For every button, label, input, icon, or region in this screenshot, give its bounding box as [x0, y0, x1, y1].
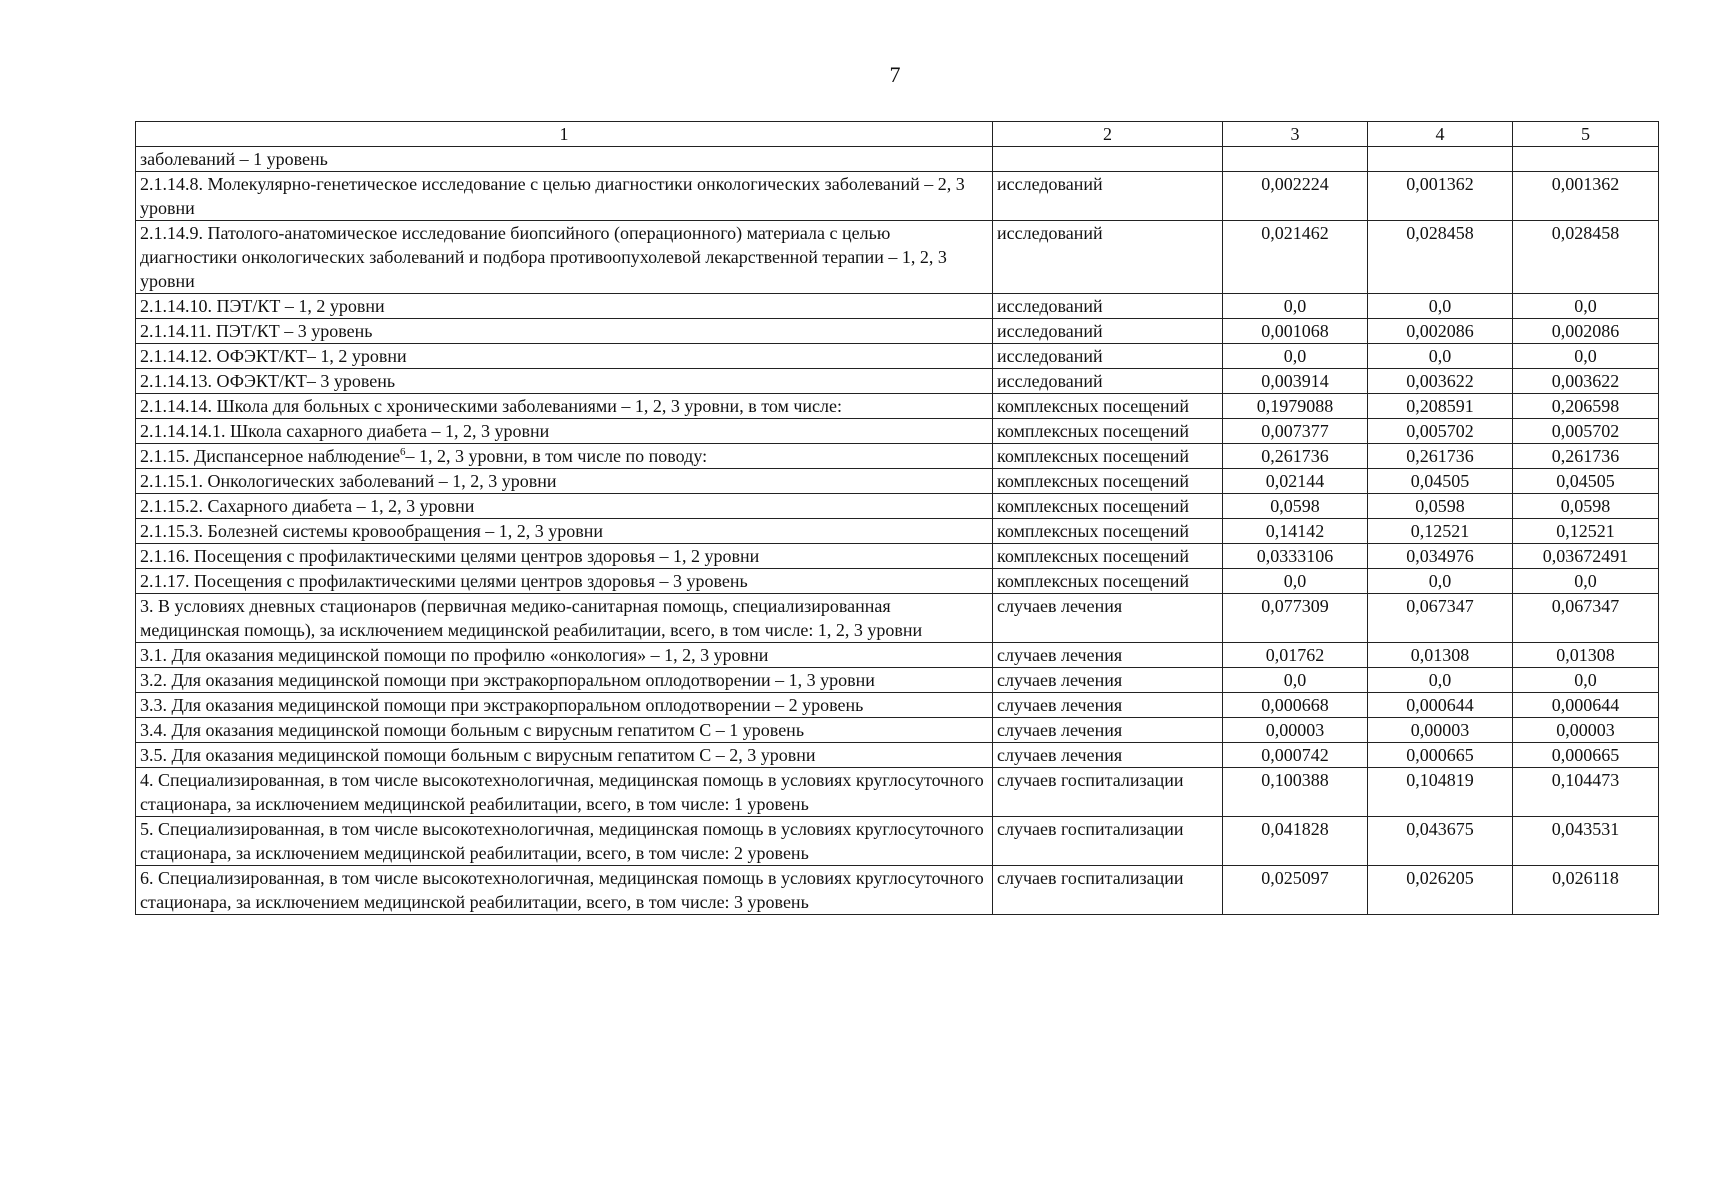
- column-header-5: 5: [1513, 122, 1659, 147]
- row-value-col4: 0,003622: [1368, 369, 1513, 394]
- norms-table: [135, 121, 1659, 915]
- table-row: [136, 494, 1659, 519]
- row-value-col5: 0,002086: [1513, 319, 1659, 344]
- row-value-col4: 0,01308: [1368, 643, 1513, 668]
- row-unit: комплексных посещений: [993, 519, 1223, 544]
- row-unit: [993, 147, 1223, 172]
- row-name-cell: [136, 866, 993, 915]
- row-name: 2.1.14.13. ОФЭКТ/КТ– 3 уровень: [140, 371, 396, 391]
- row-unit: комплексных посещений: [993, 394, 1223, 419]
- row-unit: исследований: [993, 369, 1223, 394]
- column-header-1: 1: [136, 122, 993, 147]
- row-name: 3.1. Для оказания медицинской помощи по профилю «онкология» – 1, 2, 3 уровни: [140, 645, 769, 665]
- row-value-col5: 0,12521: [1513, 519, 1659, 544]
- row-value-col3: 0,01762: [1223, 643, 1368, 668]
- row-name: 2.1.14.10. ПЭТ/КТ – 1, 2 уровни: [140, 296, 385, 316]
- row-value-col3: 0,261736: [1223, 444, 1368, 469]
- row-name: 2.1.14.12. ОФЭКТ/КТ– 1, 2 уровни: [140, 346, 407, 366]
- table-row: [136, 469, 1659, 494]
- row-value-col4: 0,001362: [1368, 172, 1513, 221]
- table-row: [136, 394, 1659, 419]
- row-value-col5: 0,000644: [1513, 693, 1659, 718]
- row-value-col5: 0,01308: [1513, 643, 1659, 668]
- row-name-cell: [136, 469, 993, 494]
- row-value-col5: 0,028458: [1513, 221, 1659, 294]
- table-row: [136, 369, 1659, 394]
- table-row: [136, 172, 1659, 221]
- row-value-col3: 0,0: [1223, 294, 1368, 319]
- row-value-col4: 0,00003: [1368, 718, 1513, 743]
- row-value-col3: 0,1979088: [1223, 394, 1368, 419]
- row-value-col5: 0,001362: [1513, 172, 1659, 221]
- row-value-col4: 0,034976: [1368, 544, 1513, 569]
- row-name: заболеваний – 1 уровень: [140, 149, 328, 169]
- row-value-col4: 0,043675: [1368, 817, 1513, 866]
- row-value-col5: 0,04505: [1513, 469, 1659, 494]
- row-value-col3: 0,0598: [1223, 494, 1368, 519]
- row-value-col5: [1513, 147, 1659, 172]
- row-unit: комплексных посещений: [993, 544, 1223, 569]
- row-value-col4: 0,0: [1368, 344, 1513, 369]
- row-name-cell: [136, 643, 993, 668]
- row-name-cell: [136, 743, 993, 768]
- row-value-col4: 0,000665: [1368, 743, 1513, 768]
- row-value-col4: 0,0598: [1368, 494, 1513, 519]
- row-unit: случаев лечения: [993, 718, 1223, 743]
- row-name-cell: [136, 294, 993, 319]
- row-unit: исследований: [993, 294, 1223, 319]
- row-value-col5: 0,261736: [1513, 444, 1659, 469]
- row-unit: комплексных посещений: [993, 469, 1223, 494]
- row-name: 3.2. Для оказания медицинской помощи при экстракорпоральном оплодотворении – 1, 3 уровни: [140, 670, 875, 690]
- table-row: [136, 743, 1659, 768]
- column-header-3: 3: [1223, 122, 1368, 147]
- row-value-col4: 0,0: [1368, 668, 1513, 693]
- row-name: 2.1.15.2. Сахарного диабета – 1, 2, 3 уровни: [140, 496, 475, 516]
- table-row: [136, 693, 1659, 718]
- table-row: [136, 768, 1659, 817]
- row-name: 3.3. Для оказания медицинской помощи при экстракорпоральном оплодотворении – 2 уровень: [140, 695, 864, 715]
- row-value-col4: 0,005702: [1368, 419, 1513, 444]
- column-header-4: 4: [1368, 122, 1513, 147]
- row-unit: исследований: [993, 172, 1223, 221]
- row-value-col4: [1368, 147, 1513, 172]
- table-row: [136, 294, 1659, 319]
- row-value-col3: 0,001068: [1223, 319, 1368, 344]
- footnote-mark: 6: [399, 446, 406, 458]
- row-value-col5: 0,026118: [1513, 866, 1659, 915]
- row-unit: случаев лечения: [993, 693, 1223, 718]
- row-value-col5: 0,0: [1513, 668, 1659, 693]
- row-value-col5: 0,206598: [1513, 394, 1659, 419]
- row-value-col3: 0,002224: [1223, 172, 1368, 221]
- row-value-col4: 0,04505: [1368, 469, 1513, 494]
- row-name: 6. Специализированная, в том числе высокотехнологичная, медицинская помощь в условиях круглосуточного стационара, за исключением медицинской реабилитации, всего, в том числе: 3 уровень: [140, 868, 984, 912]
- row-name-cell: [136, 519, 993, 544]
- row-name-cell: [136, 172, 993, 221]
- table-row: [136, 344, 1659, 369]
- row-unit: комплексных посещений: [993, 419, 1223, 444]
- row-value-col3: 0,000742: [1223, 743, 1368, 768]
- row-value-col5: 0,005702: [1513, 419, 1659, 444]
- row-name: 3.5. Для оказания медицинской помощи больным с вирусным гепатитом С – 2, 3 уровни: [140, 745, 816, 765]
- table-row: [136, 221, 1659, 294]
- row-value-col3: 0,0: [1223, 344, 1368, 369]
- row-value-col5: 0,043531: [1513, 817, 1659, 866]
- row-name: 2.1.14.11. ПЭТ/КТ – 3 уровень: [140, 321, 373, 341]
- row-name: 2.1.16. Посещения с профилактическими целями центров здоровья – 1, 2 уровни: [140, 546, 760, 566]
- row-value-col4: 0,104819: [1368, 768, 1513, 817]
- row-value-col3: 0,003914: [1223, 369, 1368, 394]
- row-name-cell: [136, 817, 993, 866]
- row-name-cell: [136, 718, 993, 743]
- table-row: [136, 866, 1659, 915]
- row-value-col4: 0,12521: [1368, 519, 1513, 544]
- row-name: 5. Специализированная, в том числе высокотехнологичная, медицинская помощь в условиях круглосуточного стационара, за исключением медицинской реабилитации, всего, в том числе: 2 уровень: [140, 819, 984, 863]
- row-name-tail: – 1, 2, 3 уровни, в том числе по поводу:: [405, 446, 708, 466]
- row-name-cell: [136, 369, 993, 394]
- row-name-cell: [136, 693, 993, 718]
- row-value-col3: 0,14142: [1223, 519, 1368, 544]
- row-value-col5: 0,0: [1513, 344, 1659, 369]
- row-unit: случаев лечения: [993, 594, 1223, 643]
- row-value-col4: 0,000644: [1368, 693, 1513, 718]
- column-header-2: 2: [993, 122, 1223, 147]
- row-name: 2.1.14.14. Школа для больных с хроническими заболеваниями – 1, 2, 3 уровни, в том числе:: [140, 396, 843, 416]
- table-row: [136, 594, 1659, 643]
- table-row: [136, 444, 1659, 469]
- table-row: [136, 718, 1659, 743]
- row-value-col5: 0,0: [1513, 294, 1659, 319]
- row-unit: случаев лечения: [993, 668, 1223, 693]
- table-body: [136, 147, 1659, 915]
- table-row: [136, 544, 1659, 569]
- row-value-col3: 0,077309: [1223, 594, 1368, 643]
- page-number: 7: [889, 62, 901, 87]
- row-value-col4: 0,0: [1368, 294, 1513, 319]
- row-value-col4: 0,208591: [1368, 394, 1513, 419]
- row-value-col3: [1223, 147, 1368, 172]
- row-name: 2.1.15.1. Онкологических заболеваний – 1, 2, 3 уровни: [140, 471, 557, 491]
- row-value-col5: 0,0598: [1513, 494, 1659, 519]
- row-name-cell: [136, 569, 993, 594]
- row-name: 3.4. Для оказания медицинской помощи больным с вирусным гепатитом С – 1 уровень: [140, 720, 805, 740]
- row-name-cell: [136, 221, 993, 294]
- row-name-cell: [136, 344, 993, 369]
- row-value-col5: 0,067347: [1513, 594, 1659, 643]
- row-value-col5: 0,000665: [1513, 743, 1659, 768]
- row-name-cell: [136, 444, 993, 469]
- row-name: 2.1.15.3. Болезней системы кровообращения – 1, 2, 3 уровни: [140, 521, 604, 541]
- row-name: 2.1.14.14.1. Школа сахарного диабета – 1, 2, 3 уровни: [140, 421, 550, 441]
- row-value-col3: 0,041828: [1223, 817, 1368, 866]
- table-row: [136, 643, 1659, 668]
- row-value-col3: 0,0: [1223, 569, 1368, 594]
- row-name: 2.1.14.8. Молекулярно-генетическое исследование с целью диагностики онкологических заболеваний – 2, 3 уровни: [140, 174, 965, 218]
- row-name: 2.1.17. Посещения с профилактическими целями центров здоровья – 3 уровень: [140, 571, 748, 591]
- row-name-cell: [136, 544, 993, 569]
- row-value-col3: 0,025097: [1223, 866, 1368, 915]
- row-unit: комплексных посещений: [993, 569, 1223, 594]
- row-name-cell: [136, 419, 993, 444]
- row-unit: исследований: [993, 221, 1223, 294]
- table-row: [136, 147, 1659, 172]
- row-value-col3: 0,021462: [1223, 221, 1368, 294]
- row-unit: случаев госпитализации: [993, 768, 1223, 817]
- row-unit: случаев госпитализации: [993, 866, 1223, 915]
- table-row: [136, 519, 1659, 544]
- row-value-col5: 0,003622: [1513, 369, 1659, 394]
- row-value-col5: 0,03672491: [1513, 544, 1659, 569]
- row-value-col3: 0,00003: [1223, 718, 1368, 743]
- row-value-col3: 0,000668: [1223, 693, 1368, 718]
- table-header-row: [136, 122, 1659, 147]
- row-value-col5: 0,00003: [1513, 718, 1659, 743]
- row-unit: случаев лечения: [993, 743, 1223, 768]
- table-row: [136, 569, 1659, 594]
- row-name: 4. Специализированная, в том числе высокотехнологичная, медицинская помощь в условиях круглосуточного стационара, за исключением медицинской реабилитации, всего, в том числе: 1 уровень: [140, 770, 984, 814]
- row-value-col3: 0,02144: [1223, 469, 1368, 494]
- table-row: [136, 319, 1659, 344]
- row-unit: комплексных посещений: [993, 444, 1223, 469]
- row-name-cell: [136, 594, 993, 643]
- row-value-col5: 0,104473: [1513, 768, 1659, 817]
- row-value-col3: 0,007377: [1223, 419, 1368, 444]
- table-row: [136, 668, 1659, 693]
- row-value-col3: 0,0333106: [1223, 544, 1368, 569]
- row-name-cell: [136, 319, 993, 344]
- row-name-cell: [136, 394, 993, 419]
- table-row: [136, 419, 1659, 444]
- row-value-col4: 0,261736: [1368, 444, 1513, 469]
- row-name-cell: [136, 147, 993, 172]
- row-value-col4: 0,002086: [1368, 319, 1513, 344]
- row-unit: комплексных посещений: [993, 494, 1223, 519]
- row-unit: случаев лечения: [993, 643, 1223, 668]
- row-unit: случаев госпитализации: [993, 817, 1223, 866]
- row-unit: исследований: [993, 344, 1223, 369]
- row-name: 2.1.15. Диспансерное наблюдение: [140, 446, 400, 466]
- row-name-cell: [136, 768, 993, 817]
- row-unit: исследований: [993, 319, 1223, 344]
- row-value-col4: 0,0: [1368, 569, 1513, 594]
- row-value-col4: 0,028458: [1368, 221, 1513, 294]
- row-value-col3: 0,0: [1223, 668, 1368, 693]
- table-row: [136, 817, 1659, 866]
- row-name-cell: [136, 668, 993, 693]
- row-name: 2.1.14.9. Патолого-анатомическое исследование биопсийного (операционного) материала с целью диагностики онкологических заболеваний и подбора противоопухолевой лекарственной терапии – 1, 2, 3 уровни: [140, 223, 947, 291]
- row-value-col4: 0,026205: [1368, 866, 1513, 915]
- row-value-col3: 0,100388: [1223, 768, 1368, 817]
- row-value-col4: 0,067347: [1368, 594, 1513, 643]
- row-name-cell: [136, 494, 993, 519]
- row-value-col5: 0,0: [1513, 569, 1659, 594]
- row-name: 3. В условиях дневных стационаров (первичная медико-санитарная помощь, специализированная медицинская помощь), за исключением медицинской реабилитации, всего, в том числе: 1, 2, 3 уровни: [140, 596, 923, 640]
